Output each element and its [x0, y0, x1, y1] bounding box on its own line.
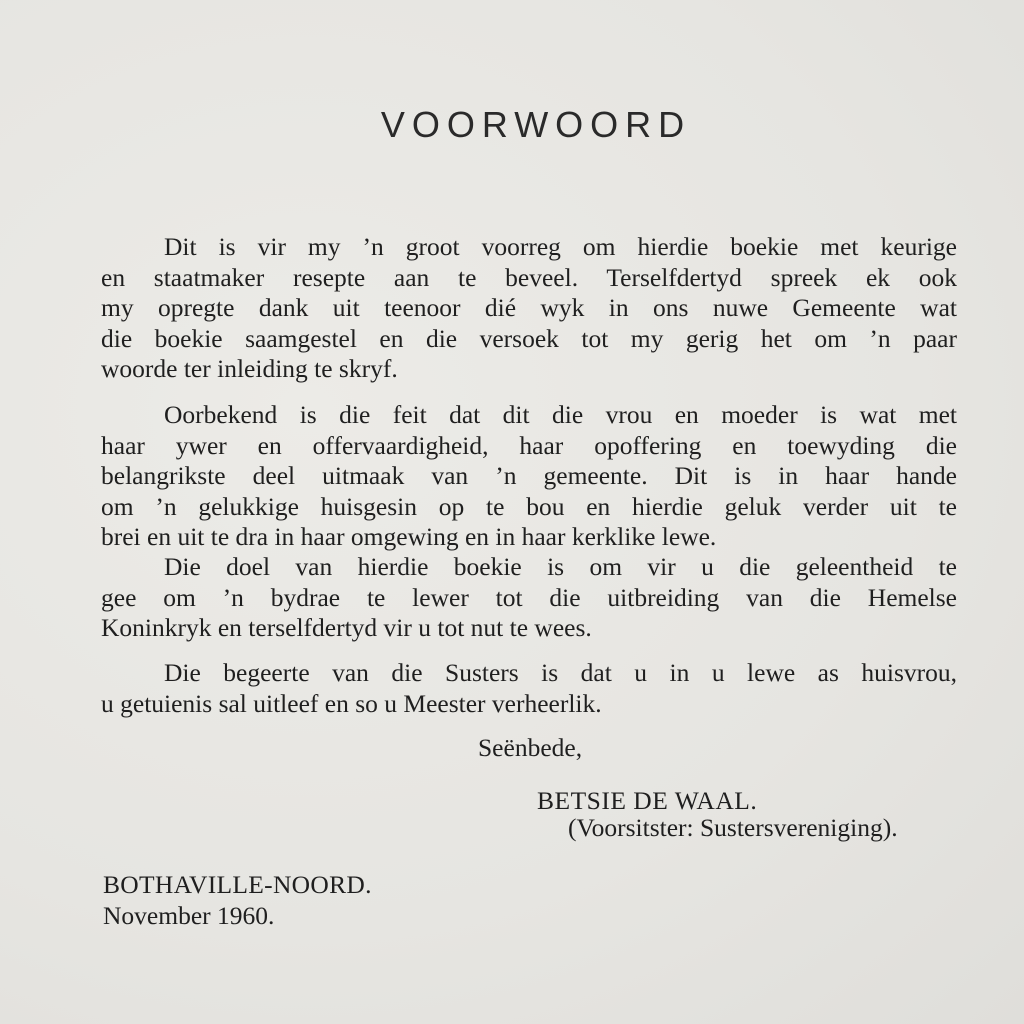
paragraph-line: haar ywer en offervaardigheid, haar opoffering en toewyding die [101, 430, 957, 460]
paragraph-2 [101, 400, 957, 553]
paragraph-line: Oorbekend is die feit dat dit die vrou en moeder is wat met [164, 400, 957, 429]
paragraph-line: Dit is vir my ’n groot voorreg om hierdie boekie met keurige [164, 232, 957, 261]
paragraph-line: Die begeerte van die Susters is dat u in u lewe as huisvrou, [164, 658, 957, 687]
paragraph-line: brei en uit te dra in haar omgewing en in haar kerklike lewe. [101, 522, 717, 551]
paragraph-4 [101, 658, 957, 719]
paragraph-line: u getuienis sal uitleef en so u Meester verheerlik. [101, 688, 602, 718]
paragraph-line: gee om ’n bydrae te lewer tot die uitbreiding van die Hemelse [101, 582, 957, 612]
paragraph-line: my opregte dank uit teenoor dié wyk in ons nuwe Gemeente wat [101, 293, 957, 322]
signatory-name: BETSIE DE WAAL. [537, 786, 758, 815]
signatory-role: (Voorsitster: Sustersvereniging). [568, 813, 898, 842]
paragraph-line: woorde ter inleiding te skryf. [101, 354, 398, 383]
paragraph-line: die boekie saamgestel en die versoek tot my gerig het om ’n paar [101, 323, 957, 353]
paragraph-line: Die doel van hierdie boekie is om vir u die geleentheid te [164, 552, 957, 581]
paragraph-line: Koninkryk en terselfdertyd vir u tot nut te wees. [101, 613, 592, 642]
page-title: VOORWOORD [380, 104, 692, 146]
paragraph-3 [101, 552, 957, 644]
place-name: BOTHAVILLE-NOORD. [103, 870, 372, 899]
paragraph-1 [101, 232, 957, 385]
paragraph-line: belangrikste deel uitmaak van ’n gemeente. Dit is in haar hande [101, 461, 957, 490]
paragraph-line: om ’n gelukkige huisgesin op te bou en hierdie geluk verder uit te [101, 491, 957, 521]
closing-greeting: Seënbede, [478, 733, 583, 762]
document-date: November 1960. [103, 901, 275, 930]
paragraph-line: en staatmaker resepte aan te beveel. Terselfdertyd spreek ek ook [101, 262, 957, 292]
